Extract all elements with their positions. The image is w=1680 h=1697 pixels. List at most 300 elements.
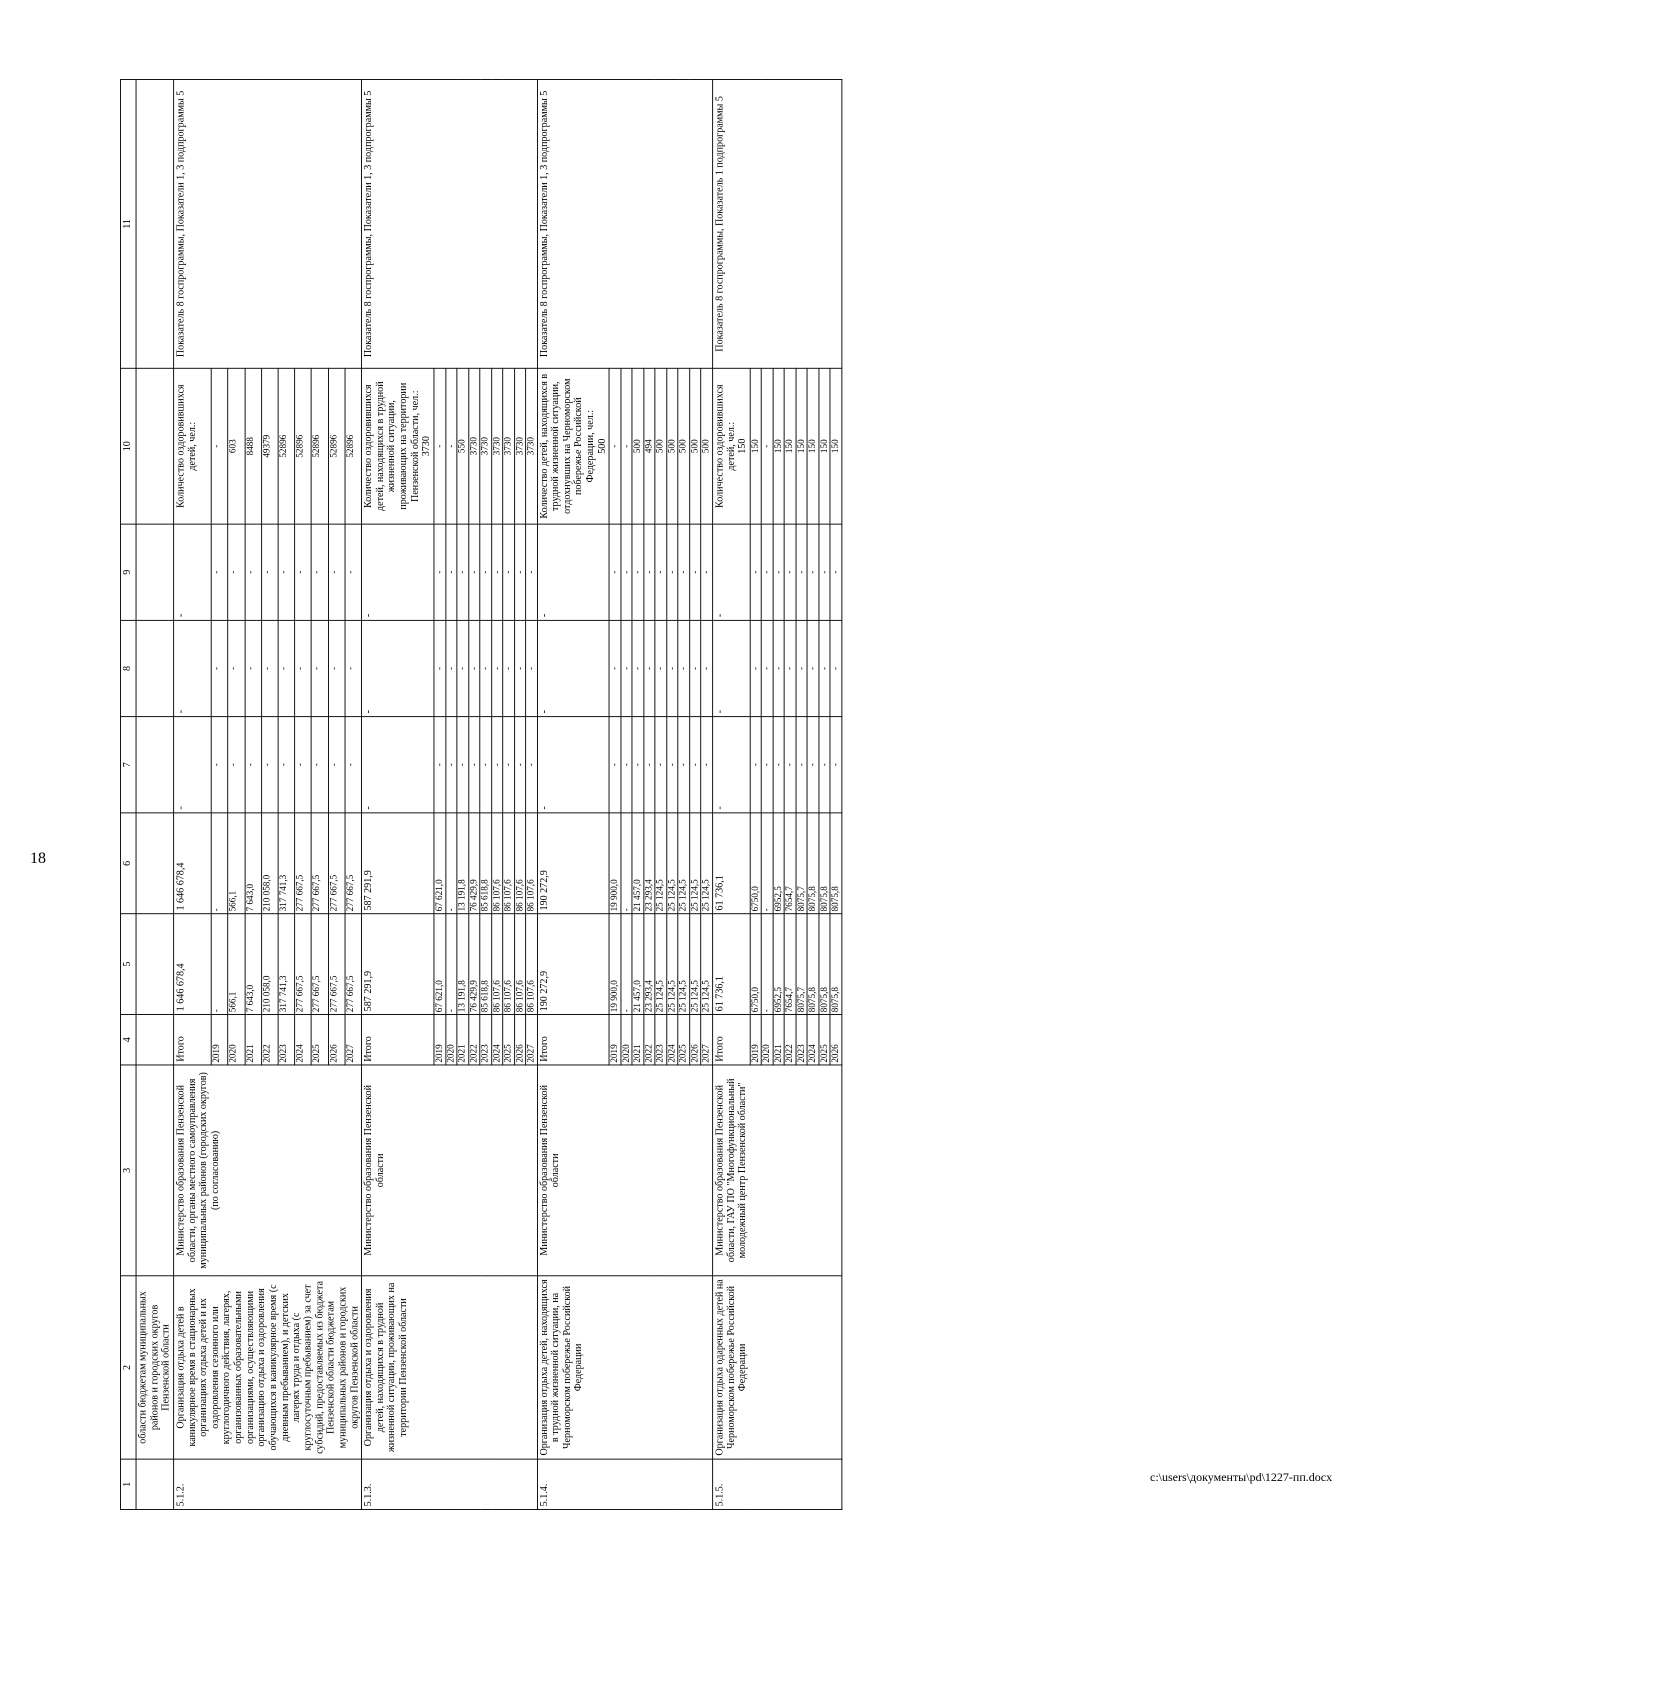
value-c6: 8075,8 xyxy=(819,813,830,914)
value-c10: 52896 xyxy=(295,368,312,524)
value-c8: - xyxy=(491,620,502,716)
value-c9: - xyxy=(644,524,655,620)
total-c8: - xyxy=(174,620,212,716)
value-c6: 277 667,5 xyxy=(328,813,345,914)
value-c10: - xyxy=(434,368,445,524)
value-c7: - xyxy=(644,717,655,813)
year-cell: 2025 xyxy=(503,1015,514,1065)
table-cell xyxy=(136,1459,174,1509)
value-c7: - xyxy=(514,717,525,813)
value-c10: 500 xyxy=(678,368,689,524)
value-c10: 603 xyxy=(228,368,245,524)
value-c5: - xyxy=(621,914,632,1015)
value-c9: - xyxy=(434,524,445,620)
page-number: 18 xyxy=(30,850,46,867)
indicator-cell xyxy=(362,368,434,524)
value-c9: - xyxy=(526,524,537,620)
value-c5: 86 107,6 xyxy=(491,914,502,1015)
value-c9: - xyxy=(761,524,772,620)
value-c9: - xyxy=(278,524,295,620)
value-c9: - xyxy=(773,524,784,620)
value-c7: - xyxy=(773,717,784,813)
value-c10: 52896 xyxy=(328,368,345,524)
value-c7: - xyxy=(690,717,701,813)
year-cell: 2026 xyxy=(514,1015,525,1065)
total-c5: 1 646 678,4 xyxy=(174,914,212,1015)
year-cell: 2022 xyxy=(261,1015,278,1065)
value-c7: - xyxy=(526,717,537,813)
value-c10: 150 xyxy=(773,368,784,524)
year-cell: 2023 xyxy=(655,1015,666,1065)
column-header: 4 xyxy=(120,1015,136,1065)
value-c5: 85 618,8 xyxy=(480,914,491,1015)
value-c10: - xyxy=(609,368,620,524)
value-c5: 277 667,5 xyxy=(295,914,312,1015)
value-c8: - xyxy=(526,620,537,716)
value-c8: - xyxy=(457,620,468,716)
value-c6: 6952,5 xyxy=(773,813,784,914)
value-c8: - xyxy=(819,620,830,716)
table-cell xyxy=(136,1015,174,1065)
section-code: 5.1.2. xyxy=(174,1459,362,1509)
value-c6: 25 124,5 xyxy=(655,813,666,914)
value-c8: - xyxy=(655,620,666,716)
value-c6: 76 429,9 xyxy=(468,813,479,914)
total-c9: - xyxy=(174,524,212,620)
section-executor: Министерство образования Пензенской области, органы местного самоуправления муниципальных районов (городских округов) (по согласованию) xyxy=(174,1065,362,1276)
section-target: Показатель 8 госпрограммы, Показатели 1, 3 подпрограммы 5 xyxy=(174,80,362,369)
value-c10: - xyxy=(211,368,228,524)
year-cell: 2025 xyxy=(678,1015,689,1065)
year-cell: 2020 xyxy=(761,1015,772,1065)
value-c7: - xyxy=(503,717,514,813)
value-c9: - xyxy=(621,524,632,620)
indicator-text: Количество оздоровившихся детей, находящихся в трудной жизненной ситуации, проживающих на территории Пензенской области, чел.: xyxy=(363,381,421,512)
value-c9: - xyxy=(514,524,525,620)
value-c9: - xyxy=(228,524,245,620)
value-c7: - xyxy=(211,717,228,813)
value-c6: 6750,0 xyxy=(750,813,761,914)
year-cell: 2023 xyxy=(796,1015,807,1065)
year-cell: 2022 xyxy=(468,1015,479,1065)
value-c8: - xyxy=(445,620,456,716)
value-c8: - xyxy=(644,620,655,716)
value-c7: - xyxy=(632,717,643,813)
value-c6: 85 618,8 xyxy=(480,813,491,914)
value-c10: 494 xyxy=(644,368,655,524)
value-c6: 210 058,0 xyxy=(261,813,278,914)
value-c10: 500 xyxy=(655,368,666,524)
year-cell: 2021 xyxy=(773,1015,784,1065)
year-cell: 2023 xyxy=(480,1015,491,1065)
year-cell: 2019 xyxy=(750,1015,761,1065)
value-c5: 8075,8 xyxy=(830,914,841,1015)
value-c9: - xyxy=(796,524,807,620)
value-c5: 8075,8 xyxy=(819,914,830,1015)
section-code: 5.1.5. xyxy=(712,1459,841,1509)
total-c9: - xyxy=(362,524,434,620)
value-c5: 277 667,5 xyxy=(328,914,345,1015)
value-c7: - xyxy=(228,717,245,813)
value-c9: - xyxy=(245,524,262,620)
carry-over-row xyxy=(136,80,174,1510)
value-c10: 52896 xyxy=(345,368,362,524)
total-c5: 587 291,9 xyxy=(362,914,434,1015)
value-c7: - xyxy=(609,717,620,813)
value-c5: 7 643,0 xyxy=(245,914,262,1015)
section-name: Организация отдыха одаренных детей на Черноморском побережье Российской Федерации xyxy=(712,1276,841,1459)
value-c10: 150 xyxy=(784,368,795,524)
year-cell: 2021 xyxy=(457,1015,468,1065)
value-c10: - xyxy=(445,368,456,524)
table-cell xyxy=(136,620,174,716)
value-c9: - xyxy=(211,524,228,620)
year-cell: 2021 xyxy=(632,1015,643,1065)
value-c9: - xyxy=(819,524,830,620)
value-c10: 150 xyxy=(807,368,818,524)
year-cell: 2021 xyxy=(245,1015,262,1065)
value-c10: 500 xyxy=(690,368,701,524)
table-cell xyxy=(136,1065,174,1276)
value-c5: - xyxy=(445,914,456,1015)
value-c8: - xyxy=(830,620,841,716)
value-c6: 86 107,6 xyxy=(526,813,537,914)
value-c7: - xyxy=(480,717,491,813)
value-c10: 150 xyxy=(750,368,761,524)
total-c6: 61 736,1 xyxy=(712,813,750,914)
value-c10: 8488 xyxy=(245,368,262,524)
value-c8: - xyxy=(312,620,329,716)
total-c4: Итого xyxy=(537,1015,609,1065)
column-header: 2 xyxy=(120,1276,136,1459)
value-c6: 8075,8 xyxy=(807,813,818,914)
value-c10: 150 xyxy=(796,368,807,524)
indicator-total: 150 xyxy=(737,438,749,454)
section-executor: Министерство образования Пензенской области xyxy=(362,1065,537,1276)
column-header: 1 xyxy=(120,1459,136,1509)
section-row xyxy=(174,80,212,1510)
value-c5: 23 293,4 xyxy=(644,914,655,1015)
value-c8: - xyxy=(503,620,514,716)
value-c8: - xyxy=(609,620,620,716)
value-c5: 86 107,6 xyxy=(526,914,537,1015)
column-header: 5 xyxy=(120,914,136,1015)
value-c5: 86 107,6 xyxy=(503,914,514,1015)
year-cell: 2025 xyxy=(819,1015,830,1065)
value-c8: - xyxy=(678,620,689,716)
value-c6: 25 124,5 xyxy=(678,813,689,914)
value-c8: - xyxy=(328,620,345,716)
value-c8: - xyxy=(295,620,312,716)
value-c5: 277 667,5 xyxy=(345,914,362,1015)
table-cell xyxy=(136,914,174,1015)
value-c6: 8075,8 xyxy=(830,813,841,914)
section-code: 5.1.4. xyxy=(537,1459,712,1509)
value-c5: 6750,0 xyxy=(750,914,761,1015)
value-c10: 3730 xyxy=(480,368,491,524)
year-cell: 2020 xyxy=(445,1015,456,1065)
year-cell: 2024 xyxy=(295,1015,312,1065)
value-c9: - xyxy=(830,524,841,620)
value-c8: - xyxy=(278,620,295,716)
value-c8: - xyxy=(632,620,643,716)
total-c8: - xyxy=(537,620,609,716)
value-c9: - xyxy=(445,524,456,620)
value-c5: 25 124,5 xyxy=(690,914,701,1015)
value-c7: - xyxy=(328,717,345,813)
total-c6: 1 646 678,4 xyxy=(174,813,212,914)
value-c8: - xyxy=(228,620,245,716)
value-c5: 21 457,0 xyxy=(632,914,643,1015)
value-c7: - xyxy=(701,717,712,813)
value-c7: - xyxy=(621,717,632,813)
value-c5: - xyxy=(211,914,228,1015)
value-c6: 566,1 xyxy=(228,813,245,914)
value-c9: - xyxy=(457,524,468,620)
value-c6: 8075,7 xyxy=(796,813,807,914)
section-name: Организация отдыха детей, находящихся в трудной жизненной ситуации, на Черноморском побережье Российской Федерации xyxy=(537,1276,712,1459)
value-c5: 566,1 xyxy=(228,914,245,1015)
value-c7: - xyxy=(457,717,468,813)
value-c9: - xyxy=(655,524,666,620)
total-c6: 190 272,9 xyxy=(537,813,609,914)
value-c6: 25 124,5 xyxy=(667,813,678,914)
value-c5: 86 107,6 xyxy=(514,914,525,1015)
year-cell: 2024 xyxy=(491,1015,502,1065)
value-c5: 25 124,5 xyxy=(655,914,666,1015)
value-c6: 277 667,5 xyxy=(295,813,312,914)
section-executor: Министерство образования Пензенской области xyxy=(537,1065,712,1276)
value-c7: - xyxy=(796,717,807,813)
value-c7: - xyxy=(468,717,479,813)
table-cell xyxy=(136,717,174,813)
total-c4: Итого xyxy=(712,1015,750,1065)
value-c5: 7654,7 xyxy=(784,914,795,1015)
year-cell: 2025 xyxy=(312,1015,329,1065)
value-c9: - xyxy=(678,524,689,620)
section-code: 5.1.3. xyxy=(362,1459,537,1509)
total-c7: - xyxy=(537,717,609,813)
value-c9: - xyxy=(261,524,278,620)
value-c6: 23 293,4 xyxy=(644,813,655,914)
indicator-text: Количество оздоровившихся детей, чел.: xyxy=(713,384,737,508)
value-c5: 25 124,5 xyxy=(667,914,678,1015)
value-c9: - xyxy=(328,524,345,620)
value-c7: - xyxy=(312,717,329,813)
value-c8: - xyxy=(761,620,772,716)
value-c6: - xyxy=(761,813,772,914)
value-c8: - xyxy=(245,620,262,716)
year-cell: 2023 xyxy=(278,1015,295,1065)
column-header: 3 xyxy=(120,1065,136,1276)
value-c7: - xyxy=(830,717,841,813)
value-c10: 150 xyxy=(819,368,830,524)
year-cell: 2020 xyxy=(621,1015,632,1065)
value-c8: - xyxy=(345,620,362,716)
value-c5: 317 741,3 xyxy=(278,914,295,1015)
value-c8: - xyxy=(773,620,784,716)
value-c9: - xyxy=(503,524,514,620)
total-c7: - xyxy=(174,717,212,813)
total-c4: Итого xyxy=(174,1015,212,1065)
value-c10: 500 xyxy=(632,368,643,524)
value-c5: 67 621,0 xyxy=(434,914,445,1015)
value-c8: - xyxy=(750,620,761,716)
value-c9: - xyxy=(295,524,312,620)
value-c6: - xyxy=(445,813,456,914)
year-cell: 2024 xyxy=(807,1015,818,1065)
value-c5: - xyxy=(761,914,772,1015)
year-cell: 2026 xyxy=(830,1015,841,1065)
value-c8: - xyxy=(434,620,445,716)
value-c8: - xyxy=(807,620,818,716)
value-c10: - xyxy=(621,368,632,524)
value-c6: 13 191,8 xyxy=(457,813,468,914)
year-cell: 2019 xyxy=(211,1015,228,1065)
column-header: 8 xyxy=(120,620,136,716)
value-c9: - xyxy=(750,524,761,620)
value-c6: 317 741,3 xyxy=(278,813,295,914)
column-header: 9 xyxy=(120,524,136,620)
value-c10: 3730 xyxy=(514,368,525,524)
year-cell: 2027 xyxy=(701,1015,712,1065)
value-c6: 7654,7 xyxy=(784,813,795,914)
total-c6: 587 291,9 xyxy=(362,813,434,914)
value-c6: - xyxy=(211,813,228,914)
value-c7: - xyxy=(667,717,678,813)
year-cell: 2024 xyxy=(667,1015,678,1065)
total-c8: - xyxy=(712,620,750,716)
year-cell: 2026 xyxy=(328,1015,345,1065)
value-c9: - xyxy=(480,524,491,620)
value-c7: - xyxy=(434,717,445,813)
value-c6: 277 667,5 xyxy=(312,813,329,914)
value-c6: 86 107,6 xyxy=(503,813,514,914)
value-c8: - xyxy=(701,620,712,716)
value-c9: - xyxy=(491,524,502,620)
value-c7: - xyxy=(245,717,262,813)
value-c9: - xyxy=(701,524,712,620)
value-c9: - xyxy=(312,524,329,620)
value-c10: 52896 xyxy=(278,368,295,524)
table-cell xyxy=(136,368,174,524)
indicator-text: Количество оздоровившихся детей, чел.: xyxy=(174,384,198,508)
value-c8: - xyxy=(784,620,795,716)
value-c6: 86 107,6 xyxy=(491,813,502,914)
value-c7: - xyxy=(784,717,795,813)
value-c9: - xyxy=(690,524,701,620)
value-c5: 25 124,5 xyxy=(701,914,712,1015)
value-c7: - xyxy=(491,717,502,813)
value-c9: - xyxy=(784,524,795,620)
value-c8: - xyxy=(690,620,701,716)
file-path-footer: c:\users\документы\pd\1227-пп.docx xyxy=(1150,1470,1333,1484)
value-c7: - xyxy=(345,717,362,813)
total-c4: Итого xyxy=(362,1015,434,1065)
value-c8: - xyxy=(796,620,807,716)
value-c7: - xyxy=(761,717,772,813)
value-c8: - xyxy=(211,620,228,716)
value-c6: 86 107,6 xyxy=(514,813,525,914)
value-c10: 500 xyxy=(701,368,712,524)
value-c6: 21 457,0 xyxy=(632,813,643,914)
total-c7: - xyxy=(712,717,750,813)
value-c7: - xyxy=(750,717,761,813)
value-c5: 25 124,5 xyxy=(678,914,689,1015)
value-c9: - xyxy=(345,524,362,620)
indicator-text: Количество детей, находящихся в трудной жизненной ситуации, отдохнувших на Черноморском побережье Российской Федерации, чел.: xyxy=(538,373,596,519)
indicator-total: 500 xyxy=(596,438,608,454)
indicator-total: 3730 xyxy=(421,436,433,457)
value-c7: - xyxy=(678,717,689,813)
year-cell: 2020 xyxy=(228,1015,245,1065)
value-c9: - xyxy=(609,524,620,620)
value-c9: - xyxy=(667,524,678,620)
value-c8: - xyxy=(261,620,278,716)
value-c5: 19 900,0 xyxy=(609,914,620,1015)
value-c5: 8075,8 xyxy=(807,914,818,1015)
value-c8: - xyxy=(514,620,525,716)
indicator-cell xyxy=(174,368,212,524)
year-cell: 2022 xyxy=(644,1015,655,1065)
value-c7: - xyxy=(807,717,818,813)
section-target: Показатель 8 госпрограммы, Показатели 1, 3 подпрограммы 5 xyxy=(362,80,537,369)
table-cell xyxy=(136,524,174,620)
value-c8: - xyxy=(480,620,491,716)
value-c10: - xyxy=(761,368,772,524)
value-c10: 150 xyxy=(830,368,841,524)
table-cell xyxy=(136,813,174,914)
value-c10: 3730 xyxy=(526,368,537,524)
rotated-sheet xyxy=(120,80,842,1510)
year-cell: 2019 xyxy=(609,1015,620,1065)
value-c10: 49379 xyxy=(261,368,278,524)
year-cell: 2026 xyxy=(690,1015,701,1065)
total-c9: - xyxy=(712,524,750,620)
value-c8: - xyxy=(621,620,632,716)
column-header: 7 xyxy=(120,717,136,813)
value-c10: 3730 xyxy=(503,368,514,524)
total-c9: - xyxy=(537,524,609,620)
value-c5: 277 667,5 xyxy=(312,914,329,1015)
year-cell: 2027 xyxy=(345,1015,362,1065)
section-row xyxy=(537,80,609,1510)
value-c5: 8075,7 xyxy=(796,914,807,1015)
value-c7: - xyxy=(445,717,456,813)
value-c7: - xyxy=(278,717,295,813)
carry-over-text: области бюджетам муниципальных районов и городских округов Пензенской области xyxy=(136,1276,174,1459)
column-header: 6 xyxy=(120,813,136,914)
total-c5: 61 736,1 xyxy=(712,914,750,1015)
header-row xyxy=(120,80,136,1510)
value-c9: - xyxy=(807,524,818,620)
value-c5: 210 058,0 xyxy=(261,914,278,1015)
total-c8: - xyxy=(362,620,434,716)
section-name: Организация отдыха детей в каникулярное время в стационарных организациях отдыха детей и их оздоровления сезонного или круглогодичного действия, лагерях, организованных образовательными организациями, осуществляющими организацию отдыха и оздоровления обучающихся в каникулярное время (с дневным пребыванием), и детских лагерях труда и отдыха (с круглосуточным пребыванием) за счет субсидий, предоставляемых из бюджета Пензенской области бюджетам муниципальных районов и городских округов Пензенской области xyxy=(174,1276,362,1459)
section-target: Показатель 8 госпрограммы, Показатели 1, 3 подпрограммы 5 xyxy=(537,80,712,369)
value-c8: - xyxy=(667,620,678,716)
value-c7: - xyxy=(655,717,666,813)
value-c7: - xyxy=(261,717,278,813)
column-header: 10 xyxy=(120,368,136,524)
value-c7: - xyxy=(295,717,312,813)
section-row xyxy=(712,80,750,1510)
section-row xyxy=(362,80,434,1510)
year-cell: 2019 xyxy=(434,1015,445,1065)
value-c10: 3730 xyxy=(468,368,479,524)
value-c5: 76 429,9 xyxy=(468,914,479,1015)
year-cell: 2027 xyxy=(526,1015,537,1065)
